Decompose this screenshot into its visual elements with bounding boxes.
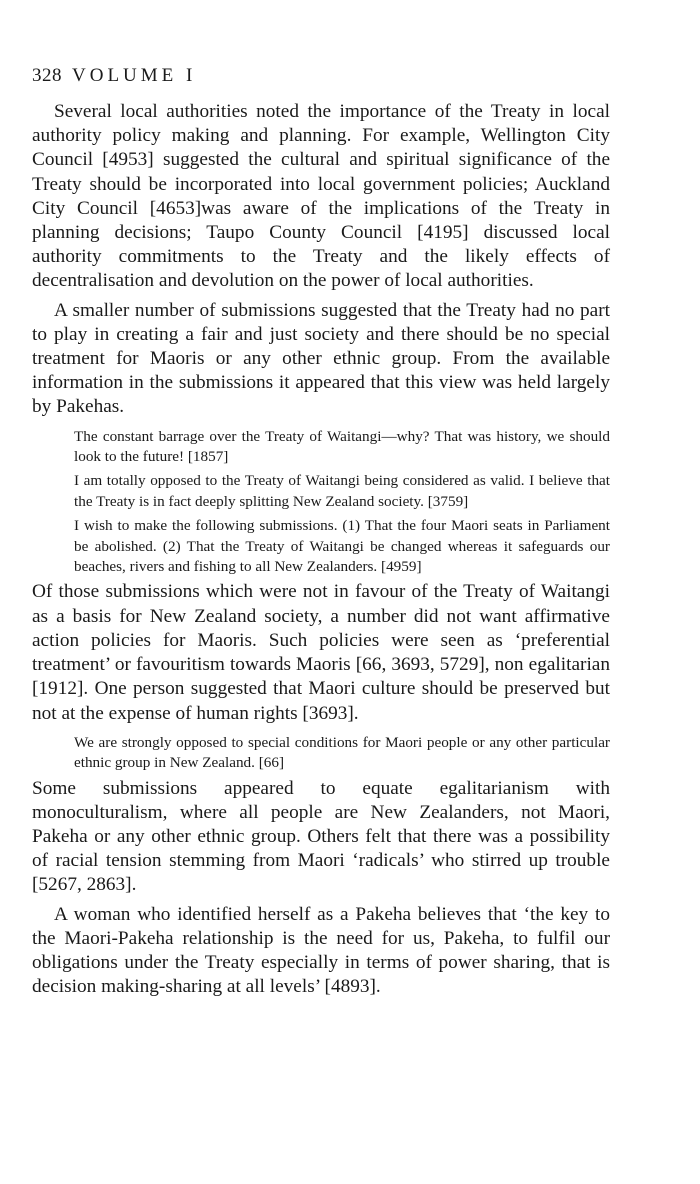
paragraph-local-authorities: Several local authorities noted the importance of the Treaty in local authority policy making and planning. For example, Wellington City Council [4953] suggested the cultural and spiritual significance of the Treaty should be incorporated into local government policies; Auckland City Council [4653]was aware of the implications of the Treaty in planning decisions; Taupo County Council [4195] discussed local authority commitments to the Treaty and the likely effects of decentralisation and devolution on the power of local authorities. xyxy=(32,101,610,292)
block-quote-3759: I am totally opposed to the Treaty of Waitangi being considered as valid. I believe that the Treaty is in fact deeply splitting New Zealand society. [3759] xyxy=(74,472,610,510)
paragraph-not-in-favour: Of those submissions which were not in favour of the Treaty of Waitangi as a basis for New Zealand society, a number did not want affirmative action policies for Maoris. Such policies were seen as ‘preferential treatment’ or favouritism towards Maoris [66, 3693, 5729], non egalitarian [1912]. One person suggested that Maori culture should be preserved but not at the expense of human rights [3693]. xyxy=(32,581,610,724)
volume-title: VOLUME I xyxy=(72,65,197,86)
block-quote-1857: The constant barrage over the Treaty of Waitangi—why? That was history, we should look to the future! [1857] xyxy=(74,427,610,466)
block-quote-4959: I wish to make the following submissions. (1) That the four Maori seats in Parliament be abolished. (2) That the Treaty of Waitangi be changed whereas it safeguards our beaches, rivers and fishing to all New Zealanders. [4959] xyxy=(74,517,610,576)
body-text xyxy=(32,100,610,999)
page-number: 328 xyxy=(32,65,62,86)
running-header xyxy=(32,64,196,88)
paragraph-pakeha-woman: A woman who identified herself as a Pakeha believes that ‘the key to the Maori-Pakeha relationship is the need for us, Pakeha, to fulfil our obligations under the Treaty especially in terms of power sharing, that is decision making-sharing at all levels’ [4893]. xyxy=(32,903,610,998)
paragraph-smaller-number: A smaller number of submissions suggested that the Treaty had no part to play in creating a fair and just society and there should be no special treatment for Maoris or any other ethnic group. From the available information in the submissions it appeared that this view was held largely by Pakehas. xyxy=(32,299,610,418)
block-quote-66: We are strongly opposed to special conditions for Maori people or any other particular ethnic group in New Zealand. [66] xyxy=(74,733,610,772)
paragraph-egalitarianism: Some submissions appeared to equate egalitarianism with monoculturalism, where all people are New Zealanders, not Maori, Pakeha or any other ethnic group. Others felt that there was a possibility of racial tension stemming from Maori ‘radicals’ who stirred up trouble [5267, 2863]. xyxy=(32,777,610,896)
